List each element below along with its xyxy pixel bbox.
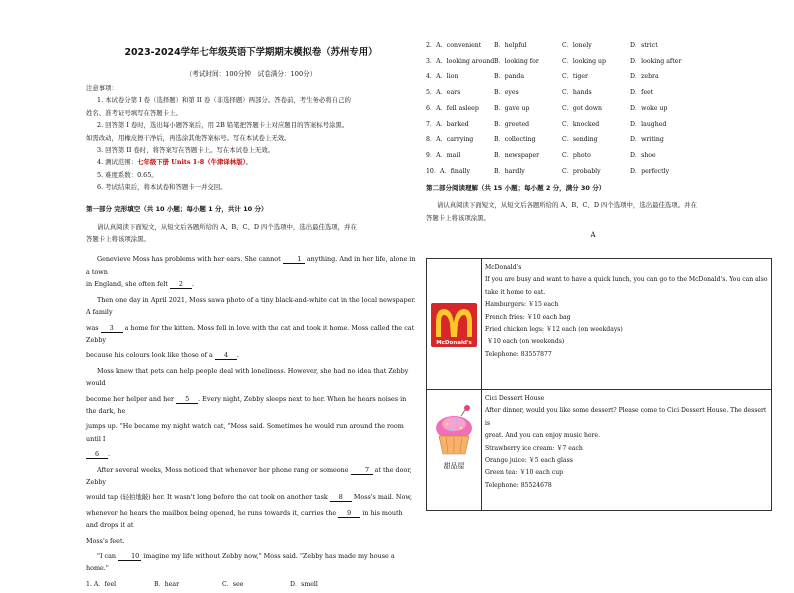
- option-d[interactable]: D．laughed: [630, 120, 667, 128]
- option-row-q8: [426, 132, 760, 148]
- passage-line: Genevieve Moss has problems with her ears. She cannot 1 anything. And in her life, alone in a town: [86, 255, 416, 276]
- ad-title: McDonald's: [485, 264, 522, 271]
- option-row-q4: [426, 69, 760, 85]
- note-line: 2. 回答第 I 卷时，选出每小题答案后，用 2B 铅笔把答题卡上对应题目的答案标号涂黑。: [97, 121, 349, 130]
- option-c[interactable]: C．looking up: [562, 57, 606, 65]
- passage-line: "I can 10 imagine my life without Zebby now," Moss said. "Zebby has made my house a home.": [86, 552, 395, 573]
- blank-6[interactable]: 6: [86, 450, 108, 459]
- test-scope: 七年级下册 Units 1-8（牛津译林版）: [137, 158, 246, 167]
- option-a[interactable]: 2．A．convenient: [426, 42, 482, 49]
- mcdonalds-logo: [431, 303, 477, 347]
- ad-line: If you are busy and want to have a quick lunch, you can go to the McDonald's. You can also: [485, 276, 768, 284]
- option-row-q3: [426, 54, 760, 70]
- section-a-label: A: [590, 231, 596, 240]
- option-b[interactable]: B．panda: [494, 73, 525, 81]
- part2-intro: 答题卡上将该项涂黑。: [426, 213, 490, 222]
- note4-suffix: 。: [245, 158, 253, 167]
- page-title: 2023-2024学年七年级英语下学期期末模拟卷（苏州专用）: [124, 47, 378, 58]
- option-a[interactable]: 1. A．feel: [86, 580, 117, 588]
- option-d[interactable]: D．looking after: [630, 57, 682, 65]
- part1-intro: 请认真阅读下面短文，从短文后各题所给的 A、B、C、D 四个选项中，选出最佳选项，并在: [97, 222, 357, 231]
- right-column: [426, 38, 760, 246]
- option-d[interactable]: D．smell: [290, 580, 318, 588]
- passage-line: whenever he hears the mailbox being opened, he runs towards it, carries the 9 in his mouth and drops it at: [86, 508, 403, 530]
- option-a[interactable]: 5．A．ears: [426, 89, 461, 97]
- ad-line: After dinner, would you like some dessert? Please come to Cici Dessert House. The dessert is: [485, 407, 767, 427]
- passage-line: Moss's feet.: [86, 536, 125, 545]
- note4-prefix: 4. 测试范围：: [97, 158, 138, 167]
- option-b[interactable]: B．helpful: [494, 42, 527, 49]
- note-line: 5. 难度系数：0.65。: [97, 170, 158, 179]
- option-c[interactable]: C．tiger: [562, 73, 588, 81]
- passage-line: become her helper and her 5 . Every night, Zebby sleeps next to her. When he hears noises in the dark, he: [86, 394, 407, 415]
- option-row-q10: [426, 164, 760, 180]
- option-a[interactable]: 10．A．finally: [426, 167, 470, 175]
- option-c[interactable]: C．lonely: [562, 42, 592, 49]
- left-column: [86, 38, 416, 593]
- option-b[interactable]: B．newspaper: [494, 151, 540, 159]
- blank-9[interactable]: 9: [338, 509, 360, 518]
- ad-line: Strawberry ice cream: ￥7 each: [485, 444, 583, 452]
- option-b[interactable]: B．greeted: [494, 120, 530, 128]
- option-d[interactable]: D．feet: [630, 89, 654, 97]
- option-a[interactable]: 3．A．looking around: [426, 57, 495, 65]
- blank-5[interactable]: 5: [176, 395, 198, 404]
- blank-3[interactable]: 3: [101, 324, 123, 333]
- passage-line: After several weeks, Moss noticed that whenever her phone rang or someone 7 at the door, Zebby: [86, 465, 412, 486]
- ad-row-mcdonalds: [427, 259, 771, 390]
- option-a[interactable]: 7．A．barked: [426, 120, 469, 128]
- note-line: 1. 本试卷分第 I 卷（选择题）和第 II 卷（非选择题）两部分。答卷前，考生务必将自己的: [97, 96, 351, 105]
- option-c[interactable]: C．probably: [562, 167, 601, 175]
- option-d[interactable]: D．shoe: [630, 151, 656, 159]
- option-c[interactable]: C．hands: [562, 89, 592, 97]
- ads-table: [426, 258, 772, 511]
- options-list: [426, 38, 760, 179]
- golden-arches-icon: [431, 303, 477, 347]
- part2-heading: 第二部分阅读理解（共 15 小题；每小题 2 分，满分 30 分）: [426, 184, 606, 193]
- svg-text:甜品屋: 甜品屋: [443, 462, 465, 470]
- ad-content-mcdonalds: [485, 259, 771, 361]
- option-b[interactable]: B．hear: [154, 580, 180, 588]
- option-a[interactable]: 8．A．carrying: [426, 136, 474, 144]
- blank-1[interactable]: 1: [283, 255, 305, 264]
- option-c[interactable]: C．photo: [562, 151, 591, 159]
- option-row-q1: [86, 577, 416, 593]
- ad-line: Telephone: 85524678: [485, 481, 552, 489]
- passage-line: Then one day in April 2021, Moss sawa photo of a tiny black-and-white cat in the local newspaper. A family: [86, 295, 416, 317]
- passage-line: 6 .: [86, 448, 416, 460]
- option-b[interactable]: B．gave up: [494, 104, 530, 112]
- option-d[interactable]: D．woke up: [630, 104, 668, 112]
- option-row-q9: [426, 148, 760, 164]
- part2-intro: 请认真阅读下面短文，从短文后各题所给的 A、B、C、D 四个选项中，选出最佳选项。并在: [437, 201, 697, 210]
- exam-subtitle: （考试时间：100分钟 试卷满分：100分）: [185, 70, 317, 78]
- ad-row-cici: [427, 390, 771, 510]
- cupcake-icon: [427, 390, 481, 510]
- option-row-q5: [426, 85, 760, 101]
- ad-line: Telephone: 83557877: [485, 350, 552, 358]
- option-c[interactable]: C．sending: [562, 136, 598, 144]
- note-line: 姓名、准考证号填写在答题卡上。: [86, 108, 182, 117]
- option-b[interactable]: B．hardly: [494, 167, 525, 175]
- cloze-passage: [86, 253, 416, 574]
- ad-line: Fried chicken legs: ￥12 each (on weekdays): [485, 326, 623, 334]
- note-line: 3. 回答第 II 卷时，将答案写在答题卡上。写在本试卷上无效。: [97, 146, 275, 155]
- passage-line: in England, she often felt 2 .: [86, 280, 194, 289]
- passage-line: Moss knew that pets can help people deal with loneliness. However, she had no idea that Zebby would: [86, 366, 409, 388]
- option-d[interactable]: D．perfectly: [630, 167, 670, 175]
- blank-2[interactable]: 2: [170, 280, 192, 289]
- passage-line: jumps up. "He became my night watch cat, "Moss said. Sometimes he would run around the room until I: [86, 422, 404, 443]
- option-d[interactable]: D．writing: [630, 136, 664, 144]
- passage-line: was 3 a home for the kitten. Moss fell in love with the cat and took it home. Moss called the cat Zebby: [86, 323, 415, 344]
- option-b[interactable]: B．looking for: [494, 57, 539, 65]
- ad-line: Green tea: ￥10 each cup: [485, 469, 564, 477]
- part1-heading: 第一部分 完形填空（共 10 小题；每小题 1 分，共计 10 分）: [86, 204, 268, 213]
- option-row-q6: [426, 101, 760, 117]
- note-line: 如需改动，用橡皮擦干净后，再选涂其他答案标号。写在本试卷上无效。: [86, 133, 291, 142]
- option-a[interactable]: 6．A．fell asleep: [426, 104, 479, 112]
- svg-text:McDonald's: McDonald's: [436, 340, 472, 346]
- note-line-4: [86, 156, 416, 168]
- option-c[interactable]: C．see: [222, 580, 244, 588]
- ad-logo-cell: [427, 390, 482, 510]
- ad-line: take it home to eat.: [485, 288, 546, 296]
- blank-8[interactable]: 8: [330, 493, 352, 502]
- ad-line: Orange juice: ￥5 each glass: [485, 457, 573, 465]
- option-a[interactable]: 4．A．lion: [426, 73, 459, 81]
- passage-line: would tap (轻拍地敲) her. It wasn't long before the cat took on another task 8 Moss's mail. Now,: [86, 493, 413, 502]
- option-d[interactable]: D．strict: [630, 42, 658, 49]
- option-row-q2: [426, 38, 760, 54]
- ad-line: Hamburgers: ￥15 each: [485, 301, 559, 309]
- option-row-q7: [426, 117, 760, 133]
- passage-line: because his colours look like those of a 4 .: [86, 351, 239, 360]
- note-line: 6. 考试结束后，将本试卷和答题卡一并交回。: [97, 183, 227, 192]
- option-d[interactable]: D．zebra: [630, 73, 659, 81]
- ad-title: Cici Dessert House: [485, 395, 545, 402]
- ad-logo-cell: [427, 259, 482, 389]
- notes-heading: 注意事项：: [86, 84, 118, 92]
- part1-intro: 答题卡上将该项涂黑。: [86, 235, 150, 244]
- blank-7[interactable]: 7: [351, 466, 373, 475]
- option-b[interactable]: B．eyes: [494, 89, 519, 97]
- ad-content-cici: [485, 390, 771, 492]
- ad-line: French fries: ￥10 each bag: [485, 313, 571, 321]
- blank-4[interactable]: 4: [215, 351, 237, 360]
- ad-line: ￥10 each (on weekends): [487, 338, 565, 346]
- ad-line: great. And you can enjoy music here.: [485, 432, 601, 440]
- blank-10[interactable]: 10: [118, 552, 141, 561]
- option-c[interactable]: C．knocked: [562, 120, 600, 128]
- option-c[interactable]: C．got down: [562, 104, 603, 112]
- option-b[interactable]: B．collecting: [494, 136, 536, 144]
- option-a[interactable]: 9．A．mail: [426, 151, 461, 159]
